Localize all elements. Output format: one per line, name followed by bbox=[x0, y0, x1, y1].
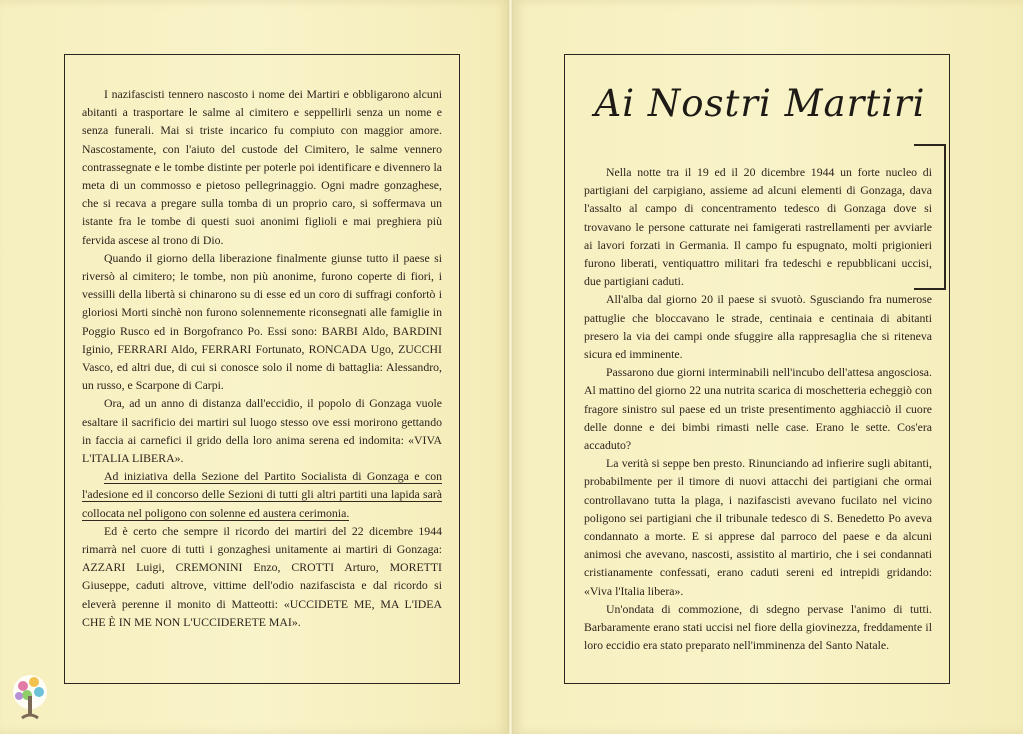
page-fold bbox=[508, 0, 513, 734]
left-paragraph-2: Quando il giorno della liberazione finalmente giunse tutto il paese si riversò al cimitero; le tombe, non più anonime, furono coperte di fiori, i vessilli della libertà si chinarono su di esse ed un coro di suffragi confortò i gloriosi Morti sinchè non furono solennemente riconsegnati alle famiglie in Poggio Rusco ed in Borgofranco Po. Essi sono: BARBI Aldo, BARDINI Iginio, FERRARI Aldo, FERRARI Fortunato, RONCADA Ugo, ZUCCHI Vasco, ed altri due, di cui si conosce solo il nome di battaglia: Alessandro, un russo, e Scarpone di Carpi. bbox=[82, 250, 442, 393]
right-text-column bbox=[584, 163, 932, 654]
left-paragraph-3: Ora, ad un anno di distanza dall'eccidio, il popolo di Gonzaga vuole esaltare il sacrificio dei martiri sul luogo stesso ove essi morirono gettando in faccia ai carnefici il grido della loro anima serena ed indomita: «VIVA L'ITALIA LIBERA». bbox=[82, 396, 442, 466]
left-text-column bbox=[82, 85, 442, 631]
right-paragraph-2: All'alba dal giorno 20 il paese si svuotò. Sgusciando fra numerose pattuglie che bloccavano le strade, centinaia e centinaia di abitanti presero la via dei campi onde sfuggire alla rappresaglia che si riteneva sicura ed imminente. bbox=[584, 292, 932, 362]
left-paragraph-4-underlined: Ad iniziativa della Sezione del Partito Socialista di Gonzaga e con l'adesione ed il concorso delle Sezioni di tutti gli altri partiti una lapida sarà collocata nel poligono con solenne ed austera cerimonia. bbox=[82, 469, 442, 520]
page-title: Ai Nostri Martiri bbox=[594, 82, 926, 125]
right-paragraph-4: La verità si seppe ben presto. Rinunciando ad infierire sugli abitanti, probabilmente per il timore di nuovi attacchi dei partigiani che ormai controllavano tutta la plaga, i nazifascisti avevano fucilato nel vicino poligono sei partigiani che il tribunale tedesco di S. Benedetto Po aveva condannato a morte. E si apprese dal parroco del paese e da alcuni animosi che avevano, nascosti, assistito al martirio, che i sei condannati cristianamente confessati, erano caduti sereni ed intrepidi gridando: «Viva l'Italia libera». bbox=[584, 456, 932, 598]
right-paragraph-5: Un'ondata di commozione, di sdegno pervase l'animo di tutti. Barbaramente erano stati uccisi nel fiore della giovinezza, freddamente il loro eccidio era stato preparato nell'imminenza del Santo Natale. bbox=[584, 601, 932, 653]
right-paragraph-1: Nella notte tra il 19 ed il 20 dicembre 1944 un forte nucleo di partigiani del carpigiano, assieme ad alcuni elementi di Gonzaga, dava l'assalto al campo di concentramento tedesco di Gonzaga dove si trovavano le persone catturate nei famigerati rastrellamenti per avviarle ai lavori forzati in Germania. Il campo fu espugnato, molti prigionieri furono liberati, ventiquattro militari fra tedeschi e repubblicani uccisi, due partigiani caduti. bbox=[584, 165, 932, 289]
right-paragraph-3: Passarono due giorni interminabili nell'incubo dell'attesa angosciosa. Al mattino del giorno 22 una nutrita scarica di moschetteria echeggiò con fragore sinistro sul paese ed un triste presentimento agghiacciò il cuore delle donne e dei bimbi rimasti nelle case. Erano le sette. Cos'era accaduto? bbox=[584, 365, 932, 453]
left-paragraph-1: I nazifascisti tennero nascosto i nome dei Martiri e obbligarono alcuni abitanti a trasportare le salme al cimitero e seppellirli senza un nome e senza funerali. Mai si triste incarico fu compiuto con maggior amore. Nascostamente, con l'aiuto del custode del Cimitero, le salme vennero contrassegnate e le tombe distinte per poterle poi identificare e divennero la meta di un commosso e pietoso pellegrinaggio. Ogni madre gonzaghese, che si recava a pregare sulla tomba di un proprio caro, si soffermava un istante fra le tombe di questi suoi anonimi figlioli e mai preghiera più fervida ascese al trono di Dio. bbox=[82, 87, 442, 247]
left-paragraph-5: Ed è certo che sempre il ricordo dei martiri del 22 dicembre 1944 rimarrà nel cuore di tutti i gonzaghesi unitamente ai martiri di Gonzaga: AZZARI Luigi, CREMONINI Enzo, CROTTI Arturo, MORETTI Giuseppe, caduti altrove, vittime dell'odio nazifascista e dal ricordo si eleverà perenne il monito di Matteotti: «UCCIDETE ME, MA L'IDEA CHE È IN ME NON L'UCCIDERETE MAI». bbox=[82, 523, 442, 629]
tree-logo-icon bbox=[10, 672, 50, 724]
